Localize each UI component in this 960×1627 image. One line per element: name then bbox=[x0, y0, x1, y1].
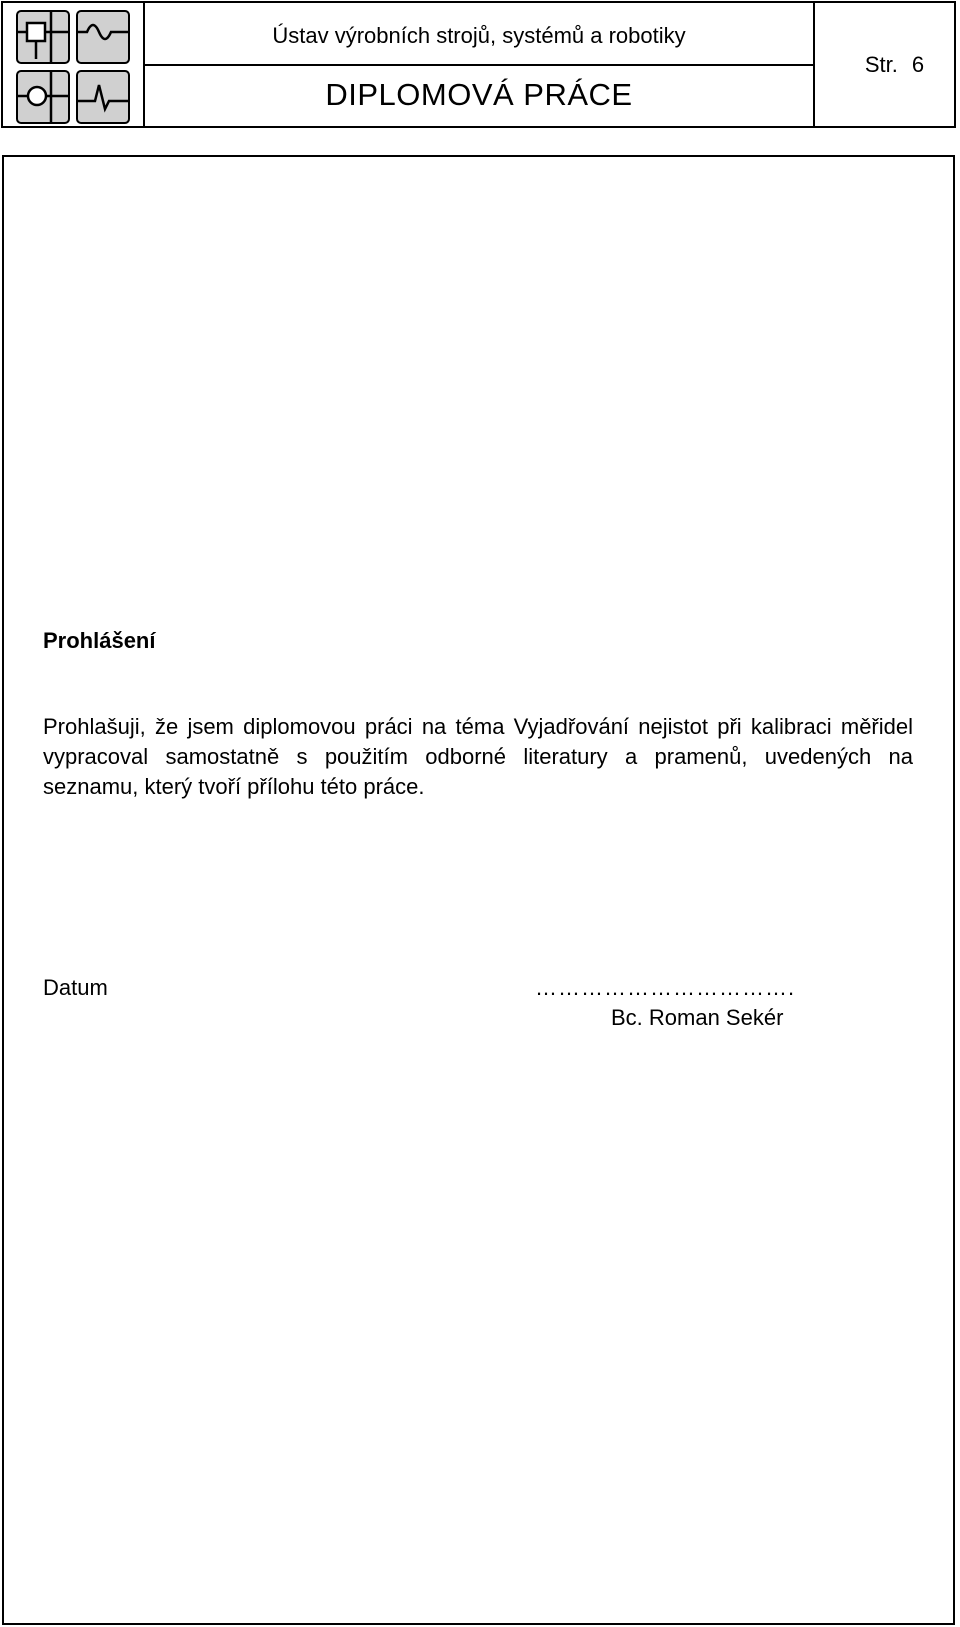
institute-name: Ústav výrobních strojů, systémů a robotiky bbox=[145, 3, 813, 66]
title-cell bbox=[145, 3, 815, 126]
thesis-type: DIPLOMOVÁ PRÁCE bbox=[325, 77, 633, 112]
page-number-cell bbox=[815, 3, 954, 126]
section-heading: Prohlášení bbox=[43, 628, 156, 653]
page-number: 6 bbox=[911, 51, 925, 77]
page-header bbox=[1, 1, 956, 128]
logo-cell bbox=[3, 3, 145, 126]
signature-line: ……………………………. bbox=[535, 975, 796, 1000]
page-label: Str. bbox=[864, 51, 898, 77]
author-name: Bc. Roman Sekér bbox=[611, 1005, 784, 1030]
date-label: Datum bbox=[43, 975, 108, 1000]
declaration-paragraph: Prohlašuji, že jsem diplomovou práci na téma Vyjadřování nejistot při kalibraci měřidel vypracoval samostatně s použitím odborné literatury a pramenů, uvedených na seznamu, který tvoří přílohu této práce. bbox=[43, 714, 913, 799]
institute-logo-icon bbox=[15, 9, 133, 125]
page-frame bbox=[2, 155, 955, 1625]
signature-block bbox=[43, 975, 913, 1039]
